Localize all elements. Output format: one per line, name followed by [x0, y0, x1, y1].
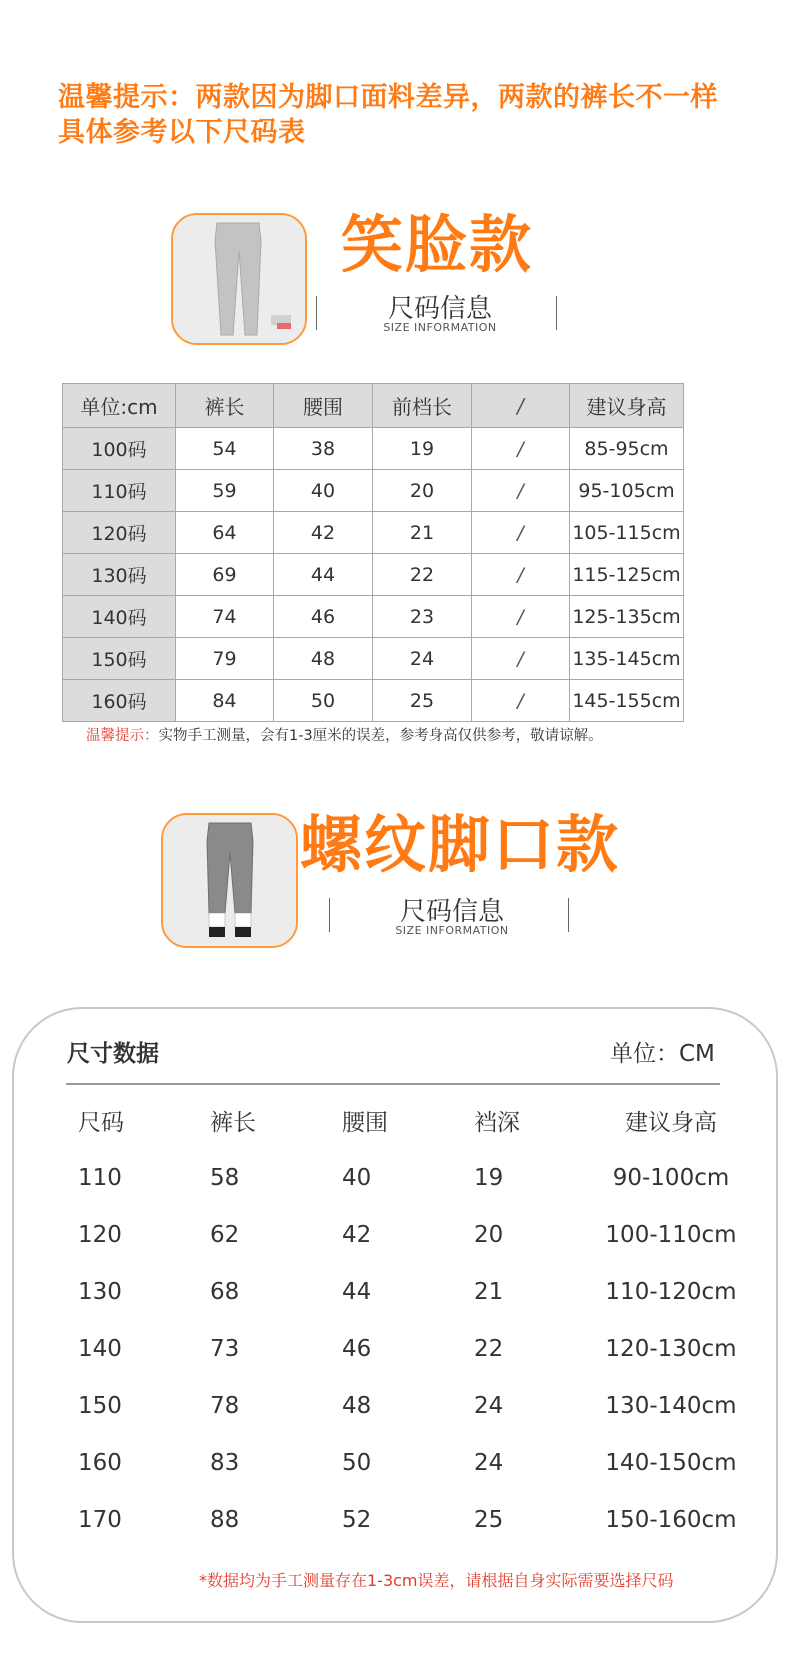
top-notice [58, 80, 758, 150]
table-cell: / [472, 596, 570, 638]
smiley-pants-image [171, 213, 307, 345]
table-cell: / [472, 428, 570, 470]
section2-size-info-en: SIZE INFORMATION [395, 924, 509, 937]
header-cell: 建议身高 [625, 1110, 717, 1136]
table-cell: 25 [373, 680, 472, 722]
table-row [63, 470, 684, 512]
table-cell: 130-140cm [605, 1392, 737, 1419]
section1-title: 笑脸款 [341, 208, 534, 281]
table-row [66, 1263, 756, 1320]
table-row [66, 1149, 756, 1206]
table-row [63, 554, 684, 596]
table-row [66, 1320, 756, 1377]
table-cell: 46 [342, 1335, 372, 1362]
table-cell: 135-145cm [570, 638, 684, 680]
table-cell: 52 [342, 1506, 372, 1533]
table-cell: 110码 [63, 470, 176, 512]
table-cell: 130码 [63, 554, 176, 596]
table-cell: 68 [210, 1278, 240, 1305]
table-cell: 24 [373, 638, 472, 680]
panel-title: 尺寸数据 [67, 1041, 159, 1067]
size-table-ribbed [66, 1092, 756, 1548]
section2-size-info-cn: 尺码信息 [399, 897, 504, 927]
table-cell: 95-105cm [570, 470, 684, 512]
header-cell: 裤长 [210, 1110, 256, 1136]
table-cell: 48 [342, 1392, 372, 1419]
table-cell: 90-100cm [612, 1164, 730, 1191]
top-notice-line2: 具体参考以下尺码表 [58, 117, 306, 148]
size-table-smiley [62, 383, 684, 722]
divider-right [568, 898, 569, 932]
header-cell: 腰围 [274, 384, 373, 428]
table-cell: 20 [373, 470, 472, 512]
table-cell: 110 [78, 1164, 122, 1191]
table-cell: 25 [474, 1506, 504, 1533]
divider-left [329, 898, 330, 932]
table-cell: 115-125cm [570, 554, 684, 596]
table-row [66, 1377, 756, 1434]
divider-left [316, 296, 317, 330]
section1-size-info-cn: 尺码信息 [387, 294, 492, 324]
table-cell: 140-150cm [605, 1449, 737, 1476]
table-cell: 160码 [63, 680, 176, 722]
table-cell: 59 [176, 470, 274, 512]
table-cell: 24 [474, 1392, 504, 1419]
table-cell: 19 [373, 428, 472, 470]
header-cell: 腰围 [342, 1110, 388, 1136]
table-cell: 120码 [63, 512, 176, 554]
table-cell: 69 [176, 554, 274, 596]
table-cell: 140码 [63, 596, 176, 638]
table-cell: 24 [474, 1449, 504, 1476]
table-row [63, 680, 684, 722]
table-cell: 40 [274, 470, 373, 512]
table-cell: 170 [78, 1506, 122, 1533]
table-cell: 79 [176, 638, 274, 680]
section2-title: 螺纹脚口款 [300, 808, 621, 881]
table-cell: 83 [210, 1449, 240, 1476]
table-cell: 73 [210, 1335, 240, 1362]
table-cell: / [472, 638, 570, 680]
header-cell: 尺码 [78, 1110, 124, 1136]
table-cell: 38 [274, 428, 373, 470]
table-cell: / [472, 554, 570, 596]
table-cell: 20 [474, 1221, 504, 1248]
top-notice-line1: 温馨提示：两款因为脚口面料差异，两款的裤长不一样 [58, 82, 718, 113]
note-text: 实物手工测量，会有1-3厘米的误差，参考身高仅供参考，敬请谅解。 [158, 728, 603, 744]
table-cell: 100码 [63, 428, 176, 470]
table-cell: 120-130cm [605, 1335, 737, 1362]
ribbed-cuff-pants-image [161, 813, 298, 948]
table-row [66, 1434, 756, 1491]
panel-divider [66, 1083, 720, 1085]
table-cell: 22 [373, 554, 472, 596]
table-cell: 125-135cm [570, 596, 684, 638]
table-cell: 46 [274, 596, 373, 638]
table-cell: 150-160cm [605, 1506, 737, 1533]
table-cell: / [472, 470, 570, 512]
header-cell: 裆深 [474, 1110, 520, 1136]
table-cell: 105-115cm [570, 512, 684, 554]
pants-dark-gray-icon [163, 815, 296, 946]
header-cell: 前档长 [373, 384, 472, 428]
header-cell: 裤长 [176, 384, 274, 428]
table-cell: 150 [78, 1392, 122, 1419]
table-cell: 150码 [63, 638, 176, 680]
unit-label: 单位：CM [610, 1041, 715, 1067]
table-cell: 64 [176, 512, 274, 554]
table-cell: 42 [342, 1221, 372, 1248]
table-row [63, 428, 684, 470]
table-cell: 19 [474, 1164, 504, 1191]
table-cell: 145-155cm [570, 680, 684, 722]
table-cell: 78 [210, 1392, 240, 1419]
table-cell: 21 [373, 512, 472, 554]
divider-right [556, 296, 557, 330]
header-cell: 建议身高 [570, 384, 684, 428]
table-cell: 74 [176, 596, 274, 638]
table-cell: 48 [274, 638, 373, 680]
pants-light-gray-icon [173, 215, 305, 343]
table-cell: 85-95cm [570, 428, 684, 470]
table-cell: 84 [176, 680, 274, 722]
table-cell: 40 [342, 1164, 372, 1191]
table-cell: 130 [78, 1278, 122, 1305]
header-cell: 单位:cm [63, 384, 176, 428]
table-row [63, 596, 684, 638]
table-cell: 160 [78, 1449, 122, 1476]
table-header-row [66, 1092, 756, 1149]
section1-note [86, 724, 603, 745]
table-cell: 50 [274, 680, 373, 722]
table-cell: / [472, 680, 570, 722]
section1-size-info-en: SIZE INFORMATION [383, 321, 497, 334]
table-cell: 22 [474, 1335, 504, 1362]
header-cell: / [472, 384, 570, 428]
table-cell: 140 [78, 1335, 122, 1362]
table-row [63, 638, 684, 680]
table-cell: 44 [342, 1278, 372, 1305]
table-row [66, 1206, 756, 1263]
table-cell: 42 [274, 512, 373, 554]
table-row [66, 1491, 756, 1548]
table-cell: 23 [373, 596, 472, 638]
note-label: 温馨提示： [86, 728, 159, 744]
table-header-row [63, 384, 684, 428]
table-cell: 88 [210, 1506, 240, 1533]
table-cell: 100-110cm [605, 1221, 737, 1248]
table-cell: 110-120cm [605, 1278, 737, 1305]
table-cell: 54 [176, 428, 274, 470]
table-row [63, 512, 684, 554]
section2-note: *数据均为手工测量存在1-3cm误差，请根据自身实际需要选择尺码 [199, 1571, 674, 1590]
table-cell: 62 [210, 1221, 240, 1248]
table-cell: 120 [78, 1221, 122, 1248]
table-cell: / [472, 512, 570, 554]
table-cell: 44 [274, 554, 373, 596]
table-cell: 21 [474, 1278, 504, 1305]
table-cell: 58 [210, 1164, 240, 1191]
table-cell: 50 [342, 1449, 372, 1476]
